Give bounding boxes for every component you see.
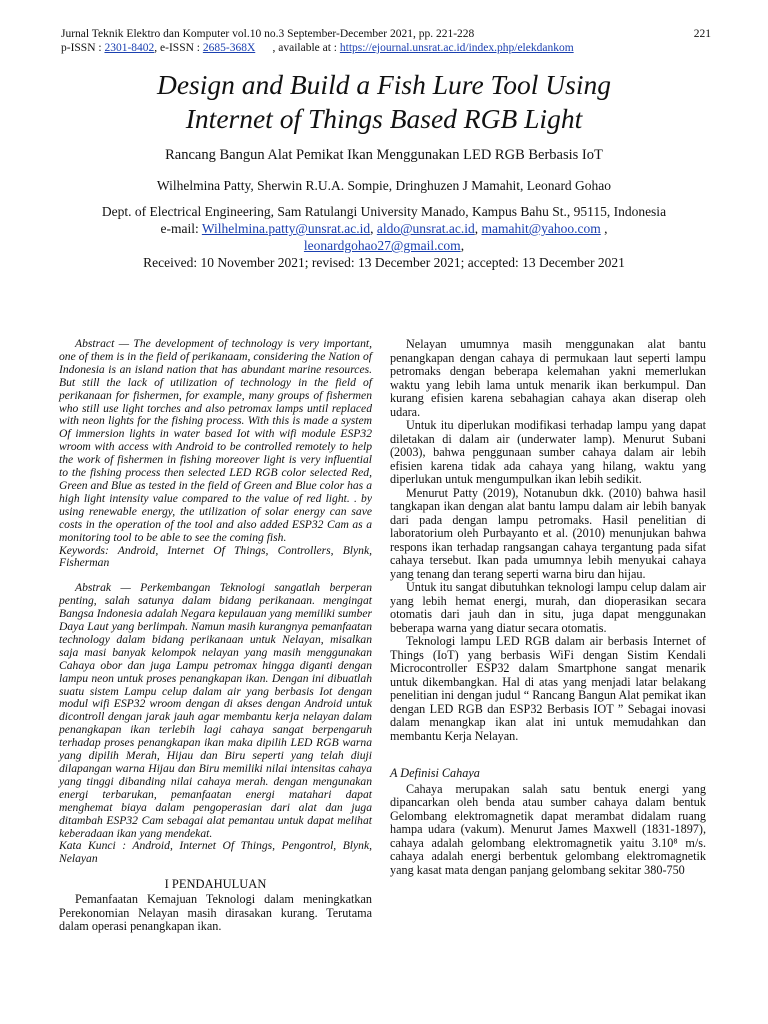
affiliation: Dept. of Electrical Engineering, Sam Ratulangi University Manado, Kampus Bahu St., 95115, Indonesia: [101, 204, 667, 219]
abstract-english: Abstract — The development of technology is very important, one of them is in the field of perikanaam, considering the Nation of Indonesia is an island nation that has abundant marine resources. But still the lack of utilization of technology in the field of perikanaan for fishermen, for example, many groups of fishermen who still use light torches and also petromax lamps until replaced with neon lights for the fishing process. With this is made a system Of immersion lights in water based Iot with wifi module ESP32 wroom with access with Android to be controlled remotely to help the work of fishermen in fishing moreover light is very influential to the fishing process then selected LED RGB color selected Red, Green and Blue as tested in the field of Green and Blue color has a high light intensity value compared to the value of red light. . by using renewable energy, the utilization of solar energy can save costs in the operation of the tool and also added ESP32 Cam as a monitoring tool to be able to see the coming fish.: [59, 337, 372, 544]
paper-title: Design and Build a Fish Lure Tool Using Internet of Things Based RGB Light: [156, 69, 612, 134]
body-paragraph: Cahaya merupakan salah satu bentuk energi yang dipancarkan oleh benda atau sumber cahaya dalam bentuk Gelombang elektromagnetik dapat merambat didalam ruang hampa udara (vakum). Menurut James Maxwell (1831-1897), cahaya adalah gelombang elektromagnetik yaitu 3.10⁸ m/s. cahaya adalah energi berbentuk gelombang elektromagnetik yang kasat mata dengan panjang gelombang sekitar 380-750: [390, 781, 706, 877]
page-number: 221: [693, 28, 711, 40]
email-line: e-mail: Wilhelmina.patty@unsrat.ac.id, aldo@unsrat.ac.id, mamahit@yahoo.com ,: [160, 221, 608, 236]
author-list: Wilhelmina Patty, Sherwin R.U.A. Sompie, Dringhuzen J Mamahit, Leonard Gohao: [156, 178, 612, 193]
journal-citation: Jurnal Teknik Elektro dan Komputer vol.10 no.3 September-December 2021, pp. 221-228: [61, 28, 475, 40]
keywords-english: Keywords: Android, Internet Of Things, Controllers, Blynk, Fisherman: [59, 543, 372, 570]
body-paragraph: Nelayan umumnya masih menggunakan alat bantu penangkapan dengan cahaya di permukaan laut seperti lampu petromaks dengan beberapa kelemahan yakni memerlukan waktu yang lebih lama untuk menarik ikan berkumpul. Dan kurang efisien karena sebahagian cahaya akan diserap oleh udara.: [390, 337, 706, 419]
section-heading-pendahuluan: I PENDAHULUAN: [164, 877, 267, 892]
email-link-patty[interactable]: Wilhelmina.patty@unsrat.ac.id: [201, 221, 371, 236]
body-paragraph: Untuk itu diperlukan modifikasi terhadap lampu yang dapat diletakan di dalam air (underwater lamp). Menurut Subani (2003), bahwa penggunaan sumber cahaya dalam air lebih efisien karena tidak ada cahaya yang hilang, waktu yang diperlukan untuk mengumpulkan ikan lebih sedikit.: [390, 418, 706, 486]
pissn-link[interactable]: 2301-8402: [104, 42, 155, 54]
email-link-mamahit[interactable]: mamahit@yahoo.com: [481, 221, 601, 236]
keywords-indonesian: Kata Kunci : Android, Internet Of Things, Pengontrol, Blynk, Nelayan: [59, 839, 372, 866]
eissn-link[interactable]: 2685-368X: [202, 42, 256, 54]
intro-paragraph: Pemanfaatan Kemajuan Teknologi dalam meningkatkan Perekonomian Nelayan masih dirasakan kurang. Terutama dalam operasi penangkapan ikan.: [59, 892, 372, 934]
journal-url-link[interactable]: https://ejournal.unsrat.ac.id/index.php/elekdankom: [339, 42, 574, 54]
body-paragraph: Menurut Patty (2019), Notanubun dkk. (2010) bahwa hasil tangkapan ikan dengan alat bantu lampu dalam air lebih banyak dari pada dengan lampu petromaks. Hasil penelitian di laboratorium oleh Purbayanto et al. (2010) menunjukan bahwa respons ikan terhadap rangsangan cahaya tergantung pada sifat cahaya tersebut. Ikan pada umumnya lebih menyukai cahaya yang tenang dan terang seperti warna biru dan hijau.: [390, 485, 706, 581]
body-paragraph: Untuk itu sangat dibutuhkan teknologi lampu celup dalam air yang lebih hemat energi, murah, dan dioperasikan secara otomatis dari jauh dan in situ, juga dapat menggunakan beberapa warna yang diatur secara otomatis.: [390, 580, 706, 635]
body-paragraph: Teknologi lampu LED RGB dalam air berbasis Internet of Things (IoT) yang berbasis WiFi dengan Sistim Kendali Microcontroller ESP32 dalam Smartphone sangat menarik untuk dikembangkan. Hal di atas yang menjadi latar belakang penelitian ini dengan judul “ Rancang Bangun Alat pemikat ikan dengan LED RGB dan ESP32 Berbasis IOT ” Sebagai inovasi dalam menangkap ikan alat ini untuk memudahkan dan membantu Kerja Nelayan.: [390, 634, 706, 743]
subsection-heading-definisi-cahaya: A Definisi Cahaya: [390, 766, 480, 780]
paper-subtitle: Rancang Bangun Alat Pemikat Ikan Menggunakan LED RGB Berbasis IoT: [165, 147, 603, 163]
email-link-aldo[interactable]: aldo@unsrat.ac.id: [376, 221, 475, 236]
email-line-2: leonardgohao27@gmail.com,: [303, 238, 465, 253]
abstract-indonesian: Abstrak — Perkembangan Teknologi sangatlah berperan penting, salah satunya dalam bidang perikanaan. mengingat Bangsa Indonesia adalah Negara kepulauan yang memiliki sumber Daya Laut yang berlimpah. Namun masih kurangnya pemanfaatan technology dalam bidang perikanaan untuk Nelayan, misalkan saja masi banyak kelompok nelayan yang masih menggunakan Cahaya obor dan juga Lampu petromax hingga diganti dengan lampu neon untuk proses penangkapan ikan. Dengan ini dibuatlah suatu sistem Lampu celup dalam air yang berbasis Iot dengan modul wifi ESP32 wroom dengan di akses dengan Android untuk dicontroll dengan jarak jauh agar membantu kerja nelayan dalam penangkapan ikan terlebih lagi cahaya sangat berpengaruh terhadap proses penangkapan ikan maka dipilih LED RGB warna yang dipilih Merah, Hijau dan Biru seperti yang telah diuji dilapangan warna Hijau dan Biru memiliki nilai intensitas cahaya yang tinggi dibanding nilai cahaya merah. dengan mengunakan energi terbarukan, pemanfaatan energi matahari dapat menghemat biaya dalam pengoperasian dari alat dan juga ditambah ESP32 Cam sebagai alat pemantau untuk dapat melihat keberadaan ikan yang mendekat.: [59, 581, 372, 840]
right-column: [390, 338, 706, 877]
affiliation-block: [40, 203, 728, 271]
running-header: [61, 27, 711, 55]
received-dates: Received: 10 November 2021; revised: 13 December 2021; accepted: 13 December 2021: [143, 255, 625, 270]
issn-line: p-ISSN : 2301-8402, e-ISSN : 2685-368X , available at : https://ejournal.unsrat.ac.id/index.php/elekdankom: [61, 42, 574, 54]
email-link-gohao[interactable]: leonardgohao27@gmail.com: [303, 238, 461, 253]
left-column: [59, 338, 372, 934]
